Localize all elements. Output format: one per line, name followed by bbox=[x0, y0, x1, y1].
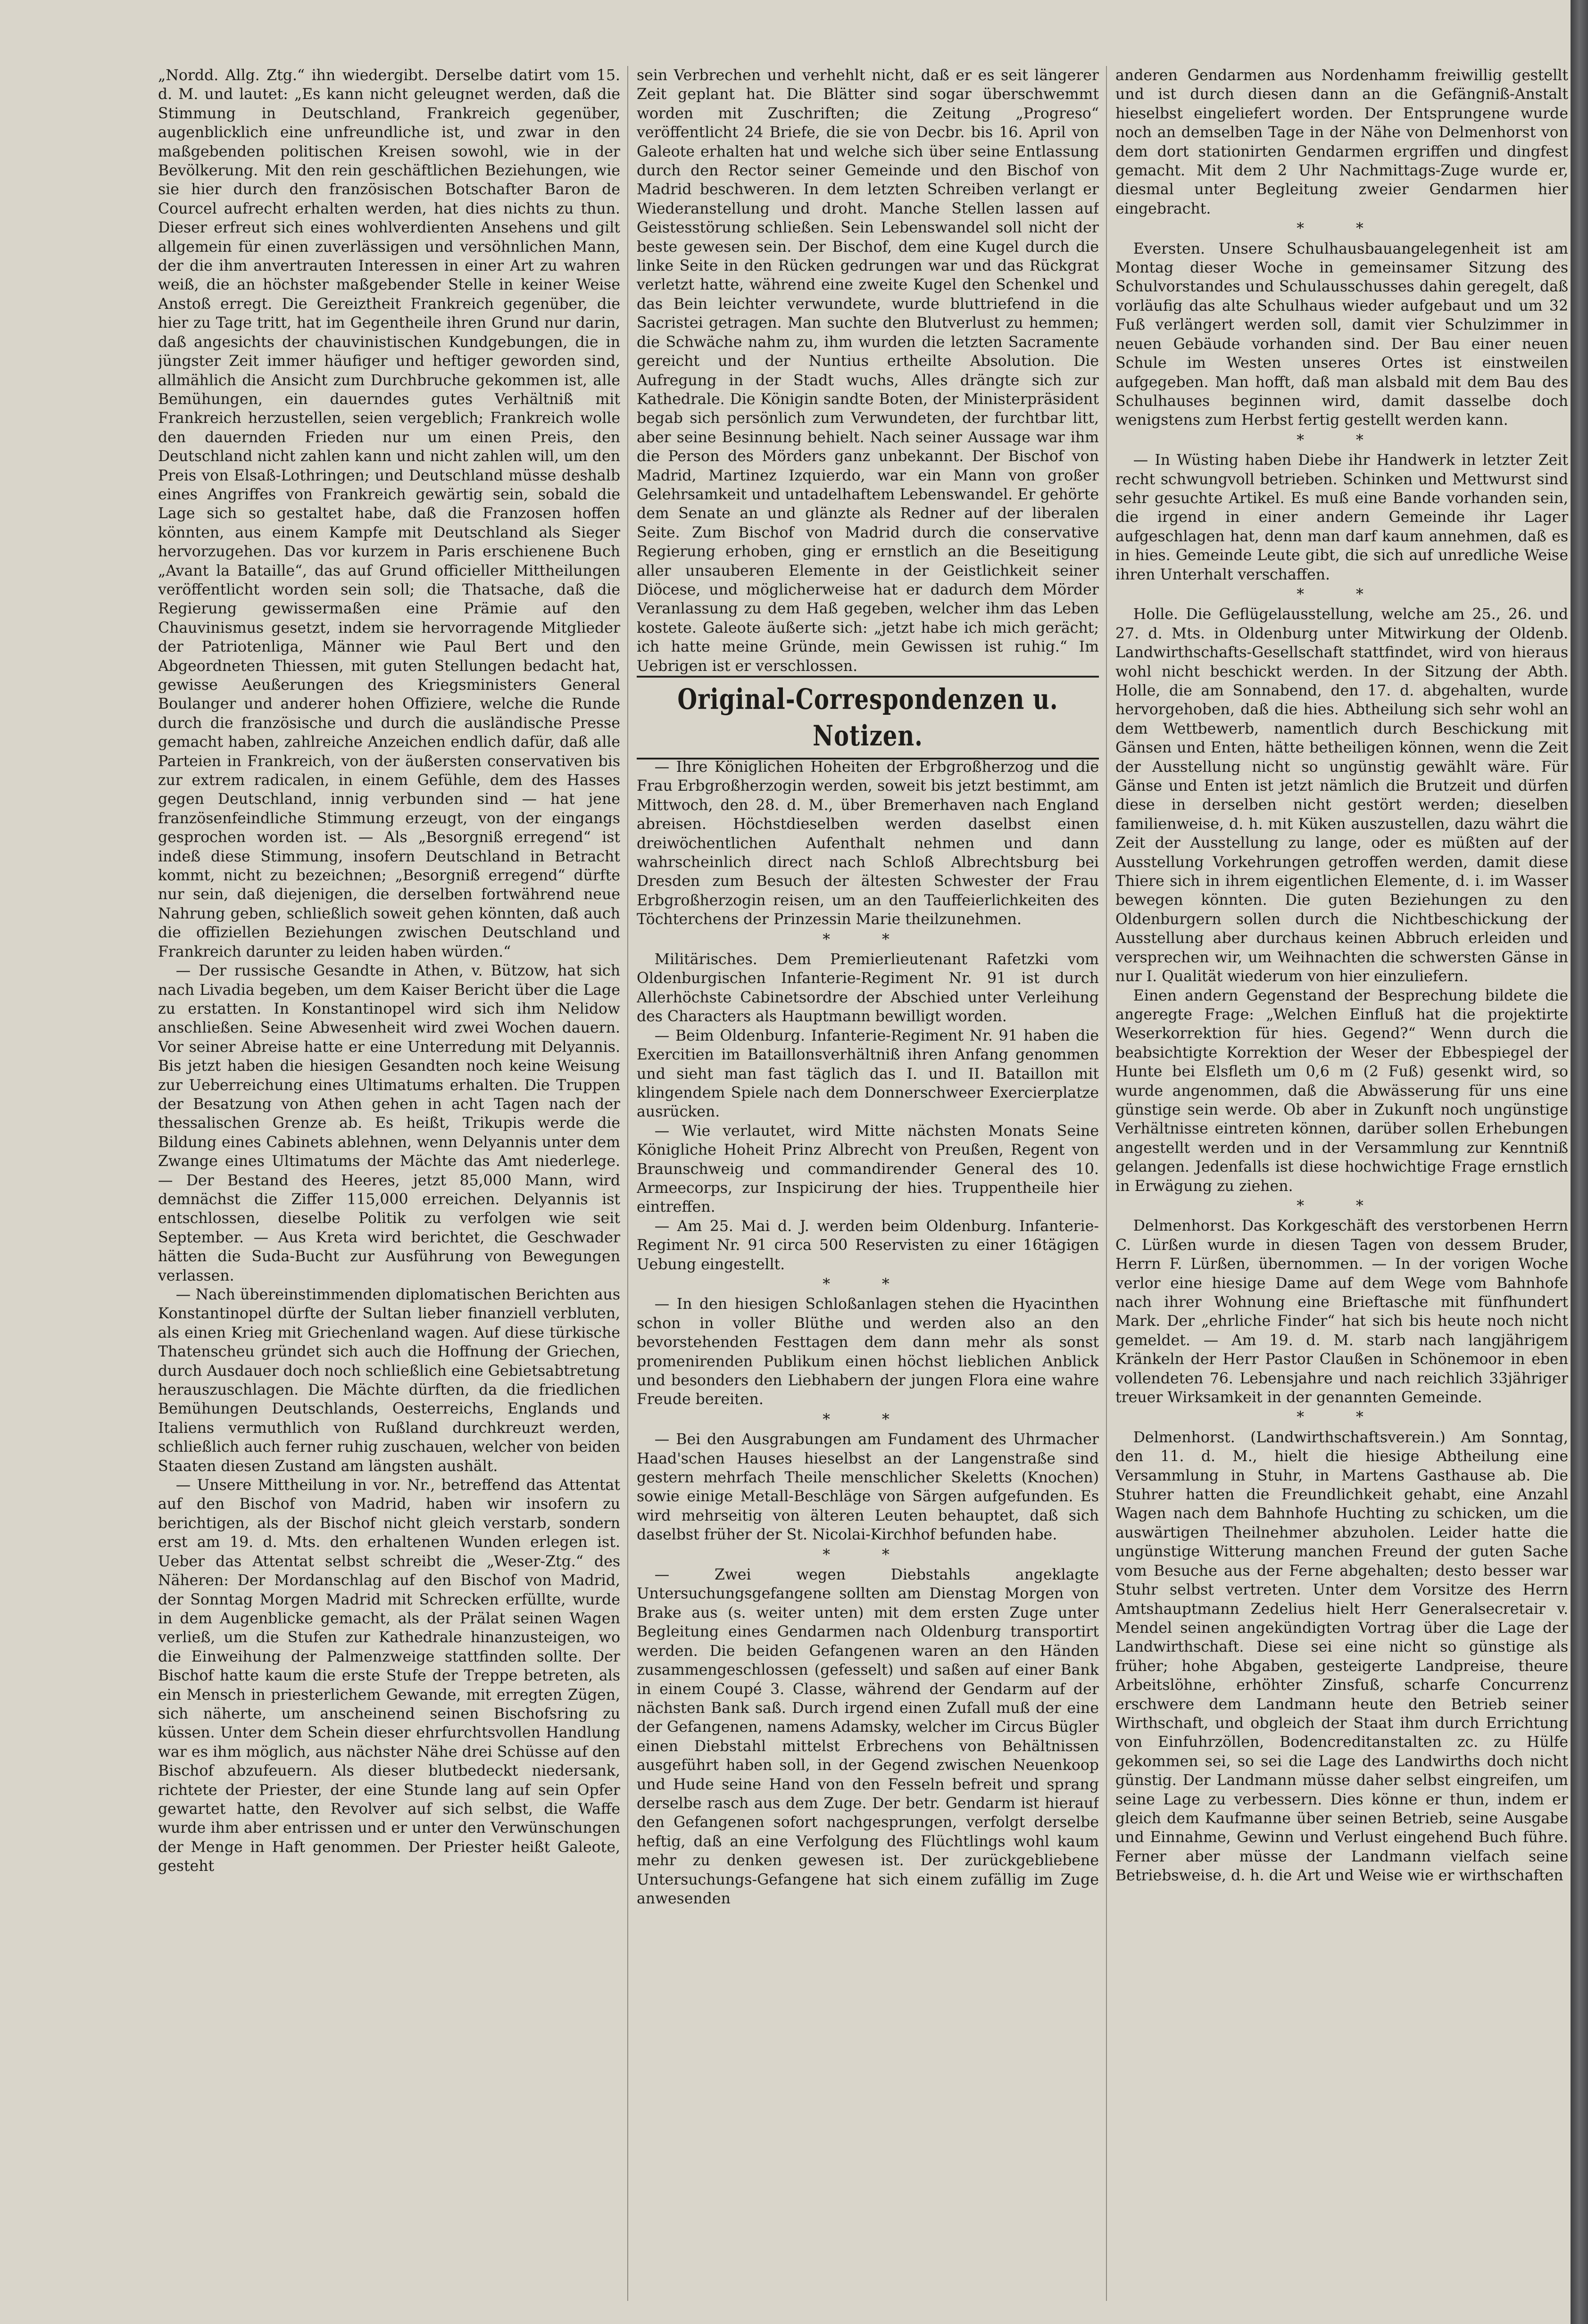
article-paragraph: Militärisches. Dem Premierlieutenant Rafetzki vom Oldenburgischen Infanterie-Regiment Nr. 91 ist durch Allerhöchste Cabinetsordre der Abschied unter Verleihung des Characters als Hauptmann bewilligt worden. bbox=[637, 951, 1099, 1026]
column-2 bbox=[637, 66, 1099, 2301]
article-paragraph: Holle. Die Geflügelausstellung, welche am 25., 26. und 27. d. Mts. in Oldenburg unter Mitwirkung der Oldenb. Landwirthschafts-Gesellschaft stattfindet, wird von hieraus wohl nicht beschickt werden. In der Sitzung der Abth. Holle, die am Sonnabend, den 17. d. abgehalten, wurde hervorgehoben, daß die hies. Abtheilung sich sehr wohl an dem Wettbewerb, namentlich durch Beschickung mit Gänsen und Enten, hätte betheiligen können, wenn die Zeit der Ausstellung nicht so ungünstig gewählt wäre. Für Gänse und Enten ist jetzt nämlich die Brutzeit und dürfen diese in derselben nicht gestört werden; dieselben familienweise, d. h. mit Küken auszustellen, dazu währt die Zeit der Ausstellung zu lange, oder es müßten auf der Ausstellung Vorkehrungen getroffen werden, damit diese Thiere sich in ihrem eigentlichen Elemente, d. i. im Wasser bewegen könnten. Die guten Beziehungen zu den Oldenburgern sollen durch die Nichtbeschickung der Ausstellung aber durchaus keinen Abbruch erleiden und versprechen wir, um Weihnachten die schwersten Gänse in nur I. Qualität wiederum von hier einzuliefern. bbox=[1115, 606, 1568, 985]
column-1 bbox=[158, 66, 620, 2301]
article-paragraph: Delmenhorst. (Landwirthschaftsverein.) Am Sonntag, den 11. d. M., hielt die hiesige Abtheilung eine Versammlung in Stuhr, in Martens Gasthause ab. Die Stuhrer hatten die Freundlichkeit gehabt, eine Anzahl Wagen nach dem Bahnhofe Huchting zu schicken, um die auswärtigen Theilnehmer abzuholen. Leider hatte die ungünstige Witterung manchen Freund der guten Sache vom Besuche aus der Ferne abgehalten; desto besser war Stuhr selbst vertreten. Unter dem Vorsitze des Herrn Amtshauptmann Zedelius hielt Herr Generalsecretair v. Mendel seinen angekündigten Vortrag über die Lage der Landwirthschaft. Diese sei eine nicht so günstige als früher; hohe Abgaben, gesteigerte Landpreise, theure Arbeitslöhne, erhöhter Zinsfuß, scharfe Concurrenz erschwere dem Landmann heute den Betrieb seiner Wirthschaft, und obgleich der Staat ihm durch Errichtung von Einfuhrzöllen, Bodencreditanstalten zc. zu Hülfe gekommen sei, so sei die Lage des Landwirths doch nicht günstig. Der Landmann müsse daher selbst eingreifen, um seine Lage zu verbessern. Dies könne er thun, indem er gleich dem Kaufmanne über seinen Betrieb, seine Ausgabe und Einnahme, Gewinn und Verlust eingehend Buch führe. Ferner aber müsse der Landmann vielfach seine Betriebsweise, d. h. die Art und Weise wie er wirthschaften bbox=[1115, 1429, 1568, 1885]
separator-asterisks: * * bbox=[1297, 1197, 1387, 1215]
column-divider bbox=[627, 66, 628, 2301]
article-paragraph: — In den hiesigen Schloßanlagen stehen die Hyacinthen schon in voller Blüthe und werden also an den bevorstehenden Festtagen dem dann mehr als sonst promenirenden Publikum einen höchst lieblichen Anblick und besonders den Liebhabern der jungen Flora eine wahre Freude bereiten. bbox=[637, 1296, 1099, 1408]
article-paragraph: Delmenhorst. Das Korkgeschäft des verstorbenen Herrn C. Lürßen wurde in diesen Tagen von dessem Bruder, Herrn F. Lürßen, übernommen. — In der vorigen Woche verlor eine hiesige Dame auf dem Wege vom Bahnhofe nach ihrer Wohnung eine Brieftasche mit fünfhundert Mark. Der „ehrliche Finder“ hat sich bis heute noch nicht gemeldet. — Am 19. d. M. starb nach langjährigem Kränkeln der Herr Pastor Claußen in Schönemoor in eben vollendeten 76. Lebensjahre und nach reichlich 33jähriger treuer Wirksamkeit in der genannten Gemeinde. bbox=[1115, 1217, 1568, 1406]
article-paragraph: sein Verbrechen und verhehlt nicht, daß er es seit längerer Zeit geplant hat. Die Blätter sind sogar überschwemmt worden mit Zuschriften; die Zeitung „Progreso“ veröffentlicht 24 Briefe, die sie von Decbr. bis 16. April von Galeote erhalten hat und welche sich über seine Entlassung durch den Rector seiner Gemeinde und den Bischof von Madrid beschweren. In dem letzten Schreiben verlangt er Wiederanstellung und droht. Manche Stellen lassen auf Geistesstörung schließen. Sein Lebenswandel soll nicht der beste gewesen sein. Der Bischof, dem eine Kugel durch die linke Seite in den Rücken gedrungen war und das Rückgrat verletzt hatte, während eine zweite Kugel den Schenkel und das Bein leichter verwundete, wurde bluttriefend in die Sacristei getragen. Man suchte den Blutverlust zu hemmen; die Schwäche nahm zu, ihm wurden die letzten Sacramente gereicht und der Nuntius ertheilte Absolution. Die Aufregung in der Stadt wuchs, Alles drängte sich zur Kathedrale. Die Königin sandte Boten, der Ministerpräsident begab sich persönlich zum Verwundeten, der furchtbar litt, aber seine Besinnung behielt. Nach seiner Aussage war ihm die Person des Mörders ganz unbekannt. Der Bischof von Madrid, Martinez Izquierdo, war ein Mann von großer Gelehrsamkeit und untadelhaftem Lebenswandel. Er gehörte dem Senate an und glänzte als Redner auf der liberalen Seite. Zum Bischof von Madrid durch die conservative Regierung erhoben, ging er ernstlich an die Beseitigung aller unsauberen Elemente in der Geistlichkeit seiner Diöcese, und möglicherweise hat er dadurch dem Mörder Veranlassung zu dem Haß gegeben, welcher ihm das Leben kostete. Galeote äußerte sich: „jetzt habe ich mich gerächt; ich hatte meine Gründe, mein Gewissen ist ruhig.“ Im Uebrigen ist er verschlossen. bbox=[637, 67, 1099, 675]
separator-asterisks: * * bbox=[823, 1411, 913, 1428]
column-divider bbox=[1106, 66, 1107, 2301]
article-paragraph: Eversten. Unsere Schulhausbauangelegenheit ist am Montag dieser Woche in gemeinsamer Sitzung des Schulvorstandes und Schulausschusses dahin geregelt, daß vorläufig das alte Schulhaus wieder aufgebaut und um 32 Fuß verlängert werden soll, damit vier Schulzimmer in neuen Gebäude vorhanden sind. Der Bau einer neuen Schule im Westen unseres Ortes ist einstweilen aufgegeben. Man hofft, daß man alsbald mit dem Bau des Schulhauses beginnen wird, damit dasselbe doch wenigstens zum Herbst fertig gestellt werden kann. bbox=[1115, 240, 1568, 429]
article-paragraph: — Beim Oldenburg. Infanterie-Regiment Nr. 91 haben die Exercitien im Bataillonsverhältniß ihren Anfang genommen und sieht man fast täglich das I. und II. Bataillon mit klingendem Spiele nach dem Donnerschweer Exercierplatze ausrücken. bbox=[637, 1027, 1099, 1121]
column-3 bbox=[1115, 66, 1568, 2301]
separator-asterisks: * * bbox=[823, 1275, 913, 1293]
separator-asterisks: * * bbox=[1297, 586, 1387, 603]
separator-asterisks: * * bbox=[823, 1546, 913, 1563]
article-paragraph: — Unsere Mittheilung in vor. Nr., betreffend das Attentat auf den Bischof von Madrid, haben wir insofern zu berichtigen, als der Bischof nicht gleich verstarb, sondern erst am 19. d. Mts. den erhaltenen Wunden erlegen ist. Ueber das Attentat selbst schreibt die „Weser-Ztg.“ des Näheren: Der Mordanschlag auf den Bischof von Madrid, der Sonntag Morgen Madrid mit Schrecken erfüllte, wurde in dem Augenblicke gemacht, als der Prälat seinen Wagen verließ, um die Stufen zur Kathedrale hinanzusteigen, wo die Einweihung der Palmenzweige stattfinden sollte. Der Bischof hatte kaum die erste Stufe der Treppe betreten, als ein Mensch in priesterlichem Gewande, mit erregten Zügen, sich näherte, um anscheinend seinen Bischofsring zu küssen. Unter dem Schein dieser ehrfurchtsvollen Handlung war es ihm möglich, aus nächster Nähe drei Schüsse auf den Bischof abzufeuern. Als dieser blutbedeckt niedersank, richtete der Priester, der eine Stunde lang auf sein Opfer gewartet hatte, den Revolver auf sich selbst, die Waffe wurde ihm aber entrissen und er unter den Verwünschungen der Menge in Haft genommen. Der Priester heißt Galeote, gesteht bbox=[158, 1477, 620, 1875]
article-paragraph: — Ihre Königlichen Hoheiten der Erbgroßherzog und die Frau Erbgroßherzogin werden, soweit bis jetzt bestimmt, am Mittwoch, den 28. d. M., über Bremerhaven nach England abreisen. Höchstdieselben werden daselbst einen dreiwöchentlichen Aufenthalt nehmen und dann wahrscheinlich direct nach Schloß Albrechtsburg bei Dresden zum Besuch der ältesten Schwester der Frau Erbgroßherzogin reisen, um an den Tauffeierlichkeiten des Töchterchens der Prinzessin Marie theilzunehmen. bbox=[637, 759, 1099, 928]
article-paragraph: — Zwei wegen Diebstahls angeklagte Untersuchungsgefangene sollten am Dienstag Morgen von Brake aus (s. weiter unten) mit dem ersten Zuge unter Begleitung eines Gendarmen nach Oldenburg transportirt werden. Die beiden Gefangenen waren an den Händen zusammengeschlossen (gefesselt) und saßen auf einer Bank in einem Coupé 3. Classe, während der Gendarm auf der nächsten Bank saß. Durch irgend einen Zufall muß der eine der Gefangenen, namens Adamsky, welcher im Circus Bügler einen Diebstahl mittelst Erbrechens von Behältnissen ausgeführt haben soll, in der Gegend zwischen Neuenkoop und Hude seine Hand von den Fesseln befreit und sprang derselbe rasch aus dem Zuge. Der betr. Gendarm ist hierauf den Gefangenen sofort nachgesprungen, verfolgt derselbe heftig, daß an eine Verfolgung des Flüchtlings wohl kaum mehr zu denken gewesen ist. Der zurückgebliebene Untersuchungs-Gefangene hat sich einem zufällig im Zuge anwesenden bbox=[637, 1566, 1099, 1907]
book-spine bbox=[1571, 0, 1588, 2324]
article-paragraph: — Der russische Gesandte in Athen, v. Bützow, hat sich nach Livadia begeben, um dem Kaiser Bericht über die Lage zu erstatten. In Konstantinopel wird sich ihm Nelidow anschließen. Seine Abwesenheit wird zwei Wochen dauern. Vor seiner Abreise hatte er eine Unterredung mit Delyannis. Bis jetzt haben die hiesigen Gesandten noch keine Weisung zur Ueberreichung eines Ultimatums erhalten. Die Truppen der Besatzung von Athen gehen in acht Tagen nach der thessalischen Grenze ab. Es heißt, Trikupis werde die Bildung eines Cabinets ablehnen, wenn Delyannis unter dem Zwange eines Ultimatums der Mächte das Amt niederlege. — Der Bestand des Heeres, jetzt 85,000 Mann, wird demnächst die Ziffer 115,000 erreichen. Delyannis ist entschlossen, dieselbe Politik zu verfolgen wie seit September. — Aus Kreta wird berichtet, die Geschwader hätten die Suda-Bucht zur Ausführung von Bewegungen verlassen. bbox=[158, 962, 620, 1284]
separator-asterisks: * * bbox=[1297, 220, 1387, 238]
separator-asterisks: * * bbox=[823, 931, 913, 948]
article-paragraph: — Bei den Ausgrabungen am Fundament des Uhrmacher Haad'schen Hauses hieselbst an der Langenstraße sind gestern mehrfach Theile menschlicher Skeletts (Knochen) sowie einige Metall-Beschläge von Särgen aufgefunden. Es wird mehrseitig von älteren Leuten behauptet, daß sich daselbst früher der St. Nicolai-Kirchhof befunden habe. bbox=[637, 1431, 1099, 1544]
article-paragraph: — Nach übereinstimmenden diplomatischen Berichten aus Konstantinopel dürfte der Sultan lieber finanziell verbluten, als einen Krieg mit Griechenland wagen. Auf diese türkische Thatenscheu gründet sich auch die Hoffnung der Griechen, durch Ausdauer doch noch schließlich eine Gebietsabtretung herauszuschlagen. Die Mächte dürften, da die friedlichen Bemühungen Deutschlands, Oesterreichs, Englands und Italiens vermuthlich von Rußland durchkreuzt werden, schließlich auch ferner ruhig zuschauen, welcher von beiden Staaten diesen Zustand am längsten aushält. bbox=[158, 1286, 620, 1475]
article-paragraph: anderen Gendarmen aus Nordenhamm freiwillig gestellt und ist durch diesen dann an die Gefängniß-Anstalt hieselbst eingeliefert worden. Der Entsprungene wurde noch an demselben Tage in der Nähe von Delmenhorst von dem dort stationirten Gendarmen ergriffen und dingfest gemacht. Mit dem 2 Uhr Nachmittags-Zuge wurde er, diesmal unter Begleitung zweier Gendarmen hier eingebracht. bbox=[1115, 67, 1568, 217]
article-paragraph: „Nordd. Allg. Ztg.“ ihn wiedergibt. Derselbe datirt vom 15. d. M. und lautet: „Es kann nicht geleugnet werden, daß die Stimmung in Deutschland, Frankreich gegenüber, augenblicklich eine unfreundliche ist, und zwar in den maßgebenden politischen Kreisen sowohl, wie in der Bevölkerung. Mit den rein geschäftlichen Beziehungen, wie sie hier durch den französischen Botschafter Baron de Courcel aufrecht erhalten werden, hat dies nichts zu thun. Dieser erfreut sich eines wohlverdienten Ansehens und gilt allgemein für einen zuverlässigen und versöhnlichen Mann, der die ihm anvertrauten Interessen in einer Art zu wahren weiß, die an höchster maßgebender Stelle in keiner Weise Anstoß erregt. Die Gereiztheit Frankreich gegenüber, die hier zu Tage tritt, hat im Gegentheile ihren Grund nur darin, daß angesichts der chauvinistischen Kundgebungen, die in jüngster Zeit immer häufiger und heftiger geworden sind, allmählich die Ansicht zum Durchbruche gekommen ist, alle Bemühungen, ein dauerndes gutes Verhältniß mit Frankreich herzustellen, seien vergeblich; Frankreich wolle den dauernden Frieden nur um einen Preis, den Deutschland nicht zahlen kann und nicht zahlen will, um den Preis von Elsaß-Lothringen; und Deutschland müsse deshalb eines Angriffes von Frankreich gewärtig sein, sobald die Lage sich so gestaltet habe, daß die Franzosen hoffen könnten, aus einem Kampfe mit Deutschland als Sieger hervorzugehen. Das vor kurzem in Paris erschienene Buch „Avant la Bataille“, das auf Grund officieller Mittheilungen veröffentlicht worden sein soll; die Thatsache, daß die Regierung gewissermaßen eine Prämie auf den Chauvinismus gesetzt, indem sie hervorragende Mitglieder der Patriotenliga, Männer wie Paul Bert und den Abgeordneten Thiessen, mit guten Stellungen bedacht hat, gewisse Aeußerungen des Kriegsministers General Boulanger und anderer hohen Offiziere, welche die Runde durch die französische und durch die ausländische Presse gemacht haben, zahlreiche Anzeichen endlich dafür, daß alle Parteien in Frankreich, von der äußersten conservativen bis zur extrem radicalen, in einem Gefühle, dem des Hasses gegen Deutschland, innig verbunden sind — hat jene französenfeindliche Stimmung erzeugt, von der eingangs gesprochen worden ist. — Als „Besorgniß erregend“ ist indeß diese Stimmung, insofern Deutschland in Betracht kommt, nicht zu bezeichnen; „Besorgniß erregend“ dürfte nur sein, daß diejenigen, die derselben fortwährend neue Nahrung geben, schließlich soweit gehen könnten, daß auch die offiziellen Beziehungen zwischen Deutschland und Frankreich darunter zu leiden haben würden.“ bbox=[158, 67, 620, 960]
separator-asterisks: * * bbox=[1297, 431, 1387, 449]
section-heading: Original-Correspondenzen u. Notizen. bbox=[637, 676, 1099, 760]
article-paragraph: — In Wüsting haben Diebe ihr Handwerk in letzter Zeit recht schwungvoll betrieben. Schinken und Mettwurst sind sehr gesuchte Artikel. Es muß eine Bande vorhanden sein, die irgend in einer andern Gemeinde ihr Lager aufgeschlagen hat, denn man darf kaum annehmen, daß es in hies. Gemeinde Leute gibt, die sich auf unredliche Weise ihren Unterhalt verschaffen. bbox=[1115, 452, 1568, 583]
article-paragraph: — Wie verlautet, wird Mitte nächsten Monats Seine Königliche Hoheit Prinz Albrecht von Preußen, Regent von Braunschweig und commandirender General des 10. Armeecorps, zur Inspicirung der hies. Truppentheile hier eintreffen. bbox=[637, 1122, 1099, 1216]
article-paragraph: Einen andern Gegenstand der Besprechung bildete die angeregte Frage: „Welchen Einfluß hat die projektirte Weserkorrektion für hies. Gegend?“ Wenn durch die beabsichtigte Korrektion der Weser der Ebbespiegel der Hunte bei Elsfleth um 0,6 m (2 Fuß) gesenkt wird, so wurde angenommen, daß die Abwässerung für uns eine günstige sein werde. Ob aber in Zukunft noch ungünstige Verhältnisse eintreten können, darüber sollen Erhebungen angestellt werden und in der Versammlung zur Kenntniß gelangen. Jedenfalls ist diese hochwichtige Frage ernstlich in Erwägung zu ziehen. bbox=[1115, 987, 1568, 1195]
article-paragraph: — Am 25. Mai d. J. werden beim Oldenburg. Infanterie-Regiment Nr. 91 circa 500 Reservisten zu einer 16tägigen Uebung eingestellt. bbox=[637, 1217, 1099, 1273]
separator-asterisks: * * bbox=[1297, 1409, 1387, 1426]
